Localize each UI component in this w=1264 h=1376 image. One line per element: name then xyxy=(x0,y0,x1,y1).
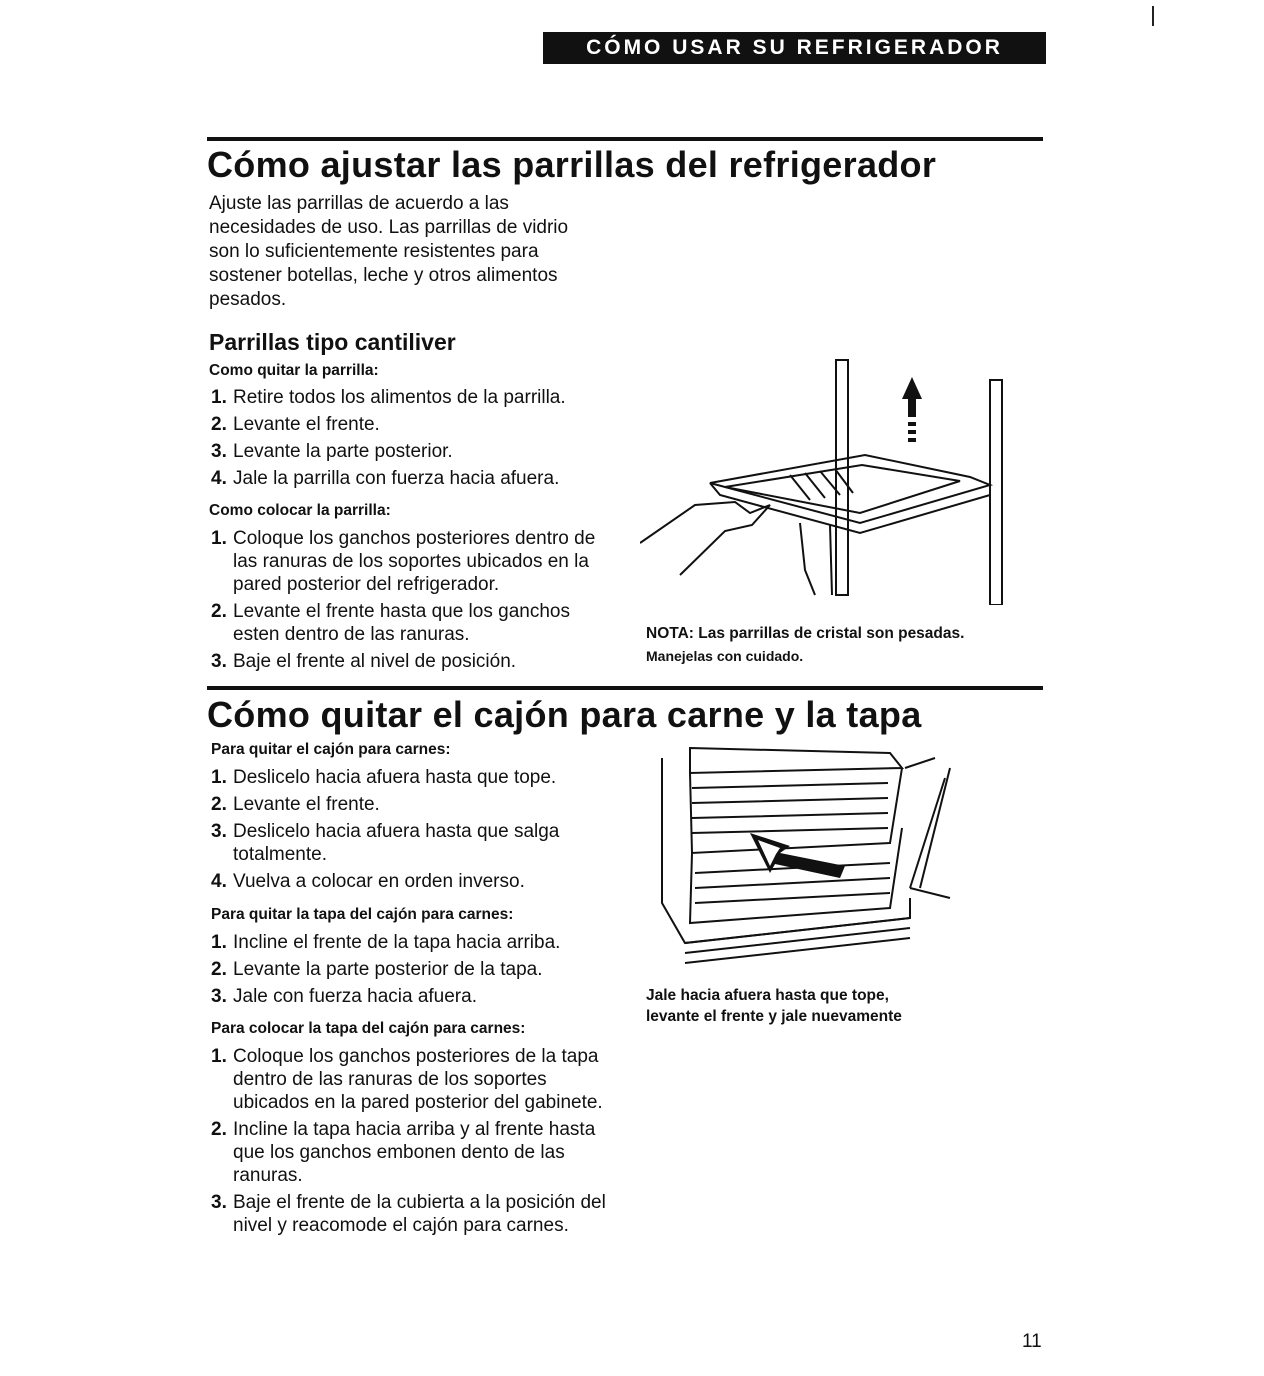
remove-shelf-label: Como quitar la parrilla: xyxy=(209,362,379,379)
step-number: 3. xyxy=(211,821,227,842)
step-item xyxy=(211,386,621,409)
meat-drawer-illustration xyxy=(640,738,960,978)
step-item xyxy=(211,931,611,954)
page-number: 11 xyxy=(1022,1331,1042,1352)
section-header-bar: CÓMO USAR SU REFRIGERADOR xyxy=(543,32,1046,64)
step-item xyxy=(211,527,601,596)
step-item xyxy=(211,600,601,646)
drawer-caption-line1: Jale hacia afuera hasta que tope, xyxy=(646,987,889,1004)
cover-place-label: Para colocar la tapa del cajón para carnes: xyxy=(211,1020,526,1037)
step-text: Levante el frente. xyxy=(233,414,380,435)
step-number: 3. xyxy=(211,651,227,672)
intro-paragraph: Ajuste las parrillas de acuerdo a las necesidades de uso. Las parrillas de vidrio son lo suficientemente resistentes para sostener botellas, leche y otros alimentos pesados. xyxy=(209,193,569,310)
cover-remove-label: Para quitar la tapa del cajón para carnes: xyxy=(211,906,514,923)
section-rule xyxy=(207,137,1043,141)
step-text: Incline la tapa hacia arriba y al frente hasta que los ganchos embonen dento de las ranuras. xyxy=(233,1119,596,1186)
step-number: 3. xyxy=(211,1192,227,1213)
margin-mark xyxy=(1152,6,1154,26)
place-shelf-steps xyxy=(211,527,601,677)
step-text: Coloque los ganchos posteriores dentro de las ranuras de los soportes ubicados en la pared posterior del refrigerador. xyxy=(233,528,596,595)
step-item xyxy=(211,650,601,673)
step-text: Coloque los ganchos posteriores de la tapa dentro de las ranuras de los soportes ubicados en la pared posterior del gabinete. xyxy=(233,1046,603,1113)
step-item xyxy=(211,820,611,866)
cover-remove-steps xyxy=(211,931,611,1012)
step-item xyxy=(211,413,621,436)
step-item xyxy=(211,1191,611,1237)
step-number: 2. xyxy=(211,1119,227,1140)
step-number: 4. xyxy=(211,871,227,892)
step-item xyxy=(211,870,611,893)
remove-shelf-steps xyxy=(211,386,621,494)
step-number: 1. xyxy=(211,932,227,953)
step-number: 4. xyxy=(211,468,227,489)
step-text: Levante la parte posterior. xyxy=(233,441,453,462)
step-number: 1. xyxy=(211,387,227,408)
step-number: 1. xyxy=(211,1046,227,1067)
step-text: Levante el frente hasta que los ganchos esten dentro de las ranuras. xyxy=(233,601,570,645)
step-text: Levante el frente. xyxy=(233,794,380,815)
step-number: 2. xyxy=(211,601,227,622)
step-item xyxy=(211,440,621,463)
shelf-note-line2: Manejelas con cuidado. xyxy=(646,648,804,664)
step-number: 1. xyxy=(211,767,227,788)
step-number: 2. xyxy=(211,414,227,435)
step-item xyxy=(211,985,611,1008)
section-rule xyxy=(207,686,1043,690)
step-text: Deslicelo hacia afuera hasta que tope. xyxy=(233,767,557,788)
step-item xyxy=(211,793,611,816)
step-item xyxy=(211,1118,611,1187)
step-item xyxy=(211,467,621,490)
step-text: Levante la parte posterior de la tapa. xyxy=(233,959,543,980)
step-item xyxy=(211,958,611,981)
step-number: 3. xyxy=(211,986,227,1007)
shelf-removal-illustration xyxy=(640,355,1020,605)
step-number: 1. xyxy=(211,528,227,549)
subsection-title: Parrillas tipo cantiliver xyxy=(209,329,456,355)
place-shelf-label: Como colocar la parrilla: xyxy=(209,502,391,519)
step-text: Jale con fuerza hacia afuera. xyxy=(233,986,477,1007)
step-number: 2. xyxy=(211,794,227,815)
step-item xyxy=(211,1045,611,1114)
step-text: Jale la parrilla con fuerza hacia afuera. xyxy=(233,468,560,489)
drawer-remove-label: Para quitar el cajón para carnes: xyxy=(211,741,451,758)
shelf-note-line1: NOTA: Las parrillas de cristal son pesadas. xyxy=(646,625,965,642)
step-text: Vuelva a colocar en orden inverso. xyxy=(233,871,525,892)
step-item xyxy=(211,766,611,789)
step-text: Baje el frente de la cubierta a la posición del nivel y reacomode el cajón para carnes. xyxy=(233,1192,606,1236)
section-title: Cómo quitar el cajón para carne y la tapa xyxy=(207,694,922,735)
step-text: Baje el frente al nivel de posición. xyxy=(233,651,517,672)
step-number: 3. xyxy=(211,441,227,462)
drawer-caption-line2: levante el frente y jale nuevamente xyxy=(646,1008,902,1025)
drawer-remove-steps xyxy=(211,766,611,897)
step-number: 2. xyxy=(211,959,227,980)
step-text: Retire todos los alimentos de la parrilla. xyxy=(233,387,566,408)
step-text: Deslicelo hacia afuera hasta que salga totalmente. xyxy=(233,821,560,865)
section-title: Cómo ajustar las parrillas del refrigerador xyxy=(207,144,937,185)
step-text: Incline el frente de la tapa hacia arriba. xyxy=(233,932,561,953)
cover-place-steps xyxy=(211,1045,611,1241)
